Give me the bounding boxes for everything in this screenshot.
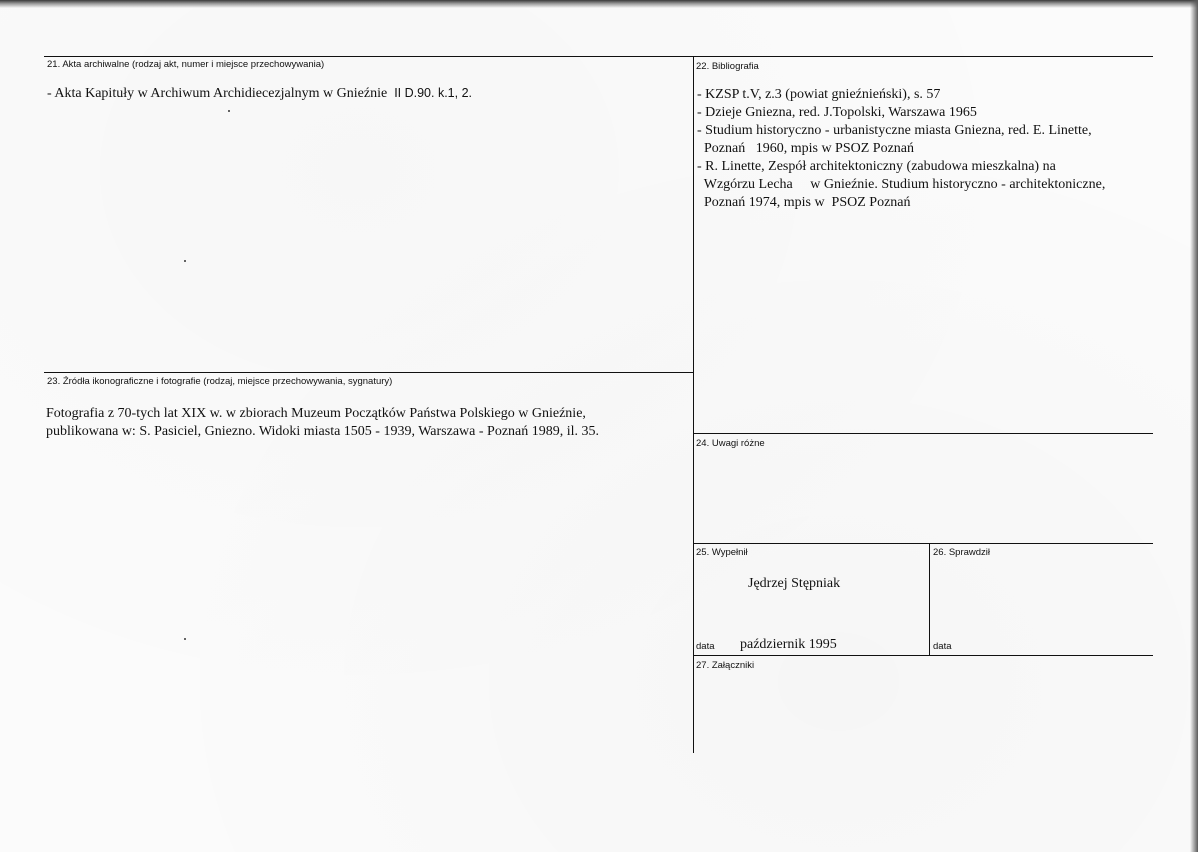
section-23-top-rule: [44, 372, 693, 373]
bibliography-line: - R. Linette, Zespół architektoniczny (zabudowa mieszkalna) na: [697, 159, 1056, 174]
bibliography-line: - Studium historyczno - urbanistyczne miasta Gniezna, red. E. Linette,: [697, 123, 1092, 138]
checked-by-date-label: data: [933, 641, 952, 652]
section-21-label: 21. Akta archiwalne (rodzaj akt, numer i miejsce przechowywania): [47, 59, 325, 70]
scan-speck: [184, 638, 186, 640]
archive-entry-signature: II D.90. k.1, 2.: [394, 86, 473, 100]
top-rule: [44, 56, 1153, 57]
section-22-label: 22. Bibliografia: [696, 61, 759, 72]
filled-by-name: Jędrzej Stępniak: [748, 576, 841, 591]
main-column-divider: [693, 56, 694, 753]
section-26-label: 26. Sprawdził: [933, 547, 991, 558]
iconography-line: publikowana w: S. Pasiciel, Gniezno. Widoki miasta 1505 - 1939, Warszawa - Poznań 1989, il. 35.: [46, 424, 600, 439]
scan-speck: [228, 110, 230, 112]
filled-by-date-value: październik 1995: [740, 637, 837, 652]
section-24-label: 24. Uwagi różne: [696, 438, 765, 449]
sign-column-divider: [929, 543, 930, 656]
scan-right-edge: [1190, 0, 1198, 852]
bibliography-line: Poznań 1974, mpis w PSOZ Poznań: [697, 195, 911, 210]
scan-top-edge: [0, 0, 1198, 8]
bibliography-line: - Dzieje Gniezna, red. J.Topolski, Warszawa 1965: [697, 105, 977, 120]
section-27-top-rule: [693, 655, 1153, 656]
section-25-label: 25. Wypełnił: [696, 547, 748, 558]
section-24-top-rule: [693, 433, 1153, 434]
bibliography-line: Wzgórzu Lecha w Gnieźnie. Studium historyczno - architektoniczne,: [697, 177, 1106, 192]
filled-by-date-label: data: [696, 641, 715, 652]
section-27-label: 27. Załączniki: [696, 660, 755, 671]
section-25-top-rule: [693, 543, 1153, 544]
section-23-label: 23. Źródła ikonograficzne i fotografie (rodzaj, miejsce przechowywania, sygnatury): [47, 376, 393, 387]
scan-speck: [184, 260, 186, 262]
archive-entry-text: - Akta Kapituły w Archiwum Archidiecezjalnym w Gnieźnie: [47, 86, 388, 101]
section-21-entry: [47, 84, 472, 103]
bibliography-line: Poznań 1960, mpis w PSOZ Poznań: [697, 141, 914, 156]
bibliography-line: - KZSP t.V, z.3 (powiat gnieźnieński), s. 57: [697, 87, 941, 102]
iconography-line: Fotografia z 70-tych lat XIX w. w zbiorach Muzeum Początków Państwa Polskiego w Gnieźnie,: [46, 406, 586, 421]
